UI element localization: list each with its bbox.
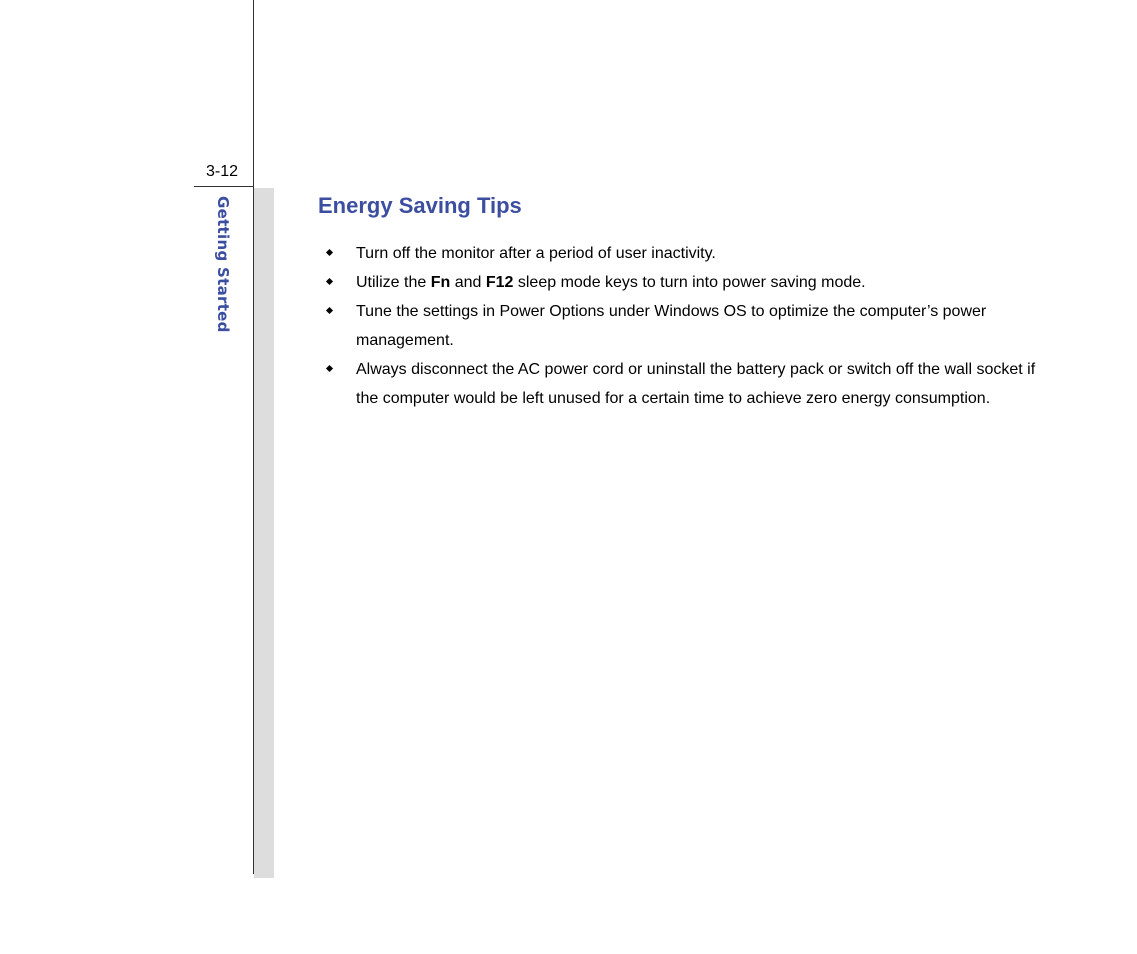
list-item — [326, 268, 1046, 297]
margin-gray-bar — [254, 188, 274, 878]
page-number-rule — [194, 186, 254, 187]
diamond-bullet-icon — [326, 307, 333, 314]
tip-text: Turn off the monitor after a period of user inactivity. — [356, 245, 716, 262]
key-name-f12: F12 — [485, 274, 514, 291]
tips-list — [326, 239, 1046, 413]
tip-text-post: sleep mode keys to turn into power saving mode. — [513, 274, 866, 291]
tip-text: Always disconnect the AC power cord or uninstall the battery pack or switch off the wall socket if the computer would be left unused for a certain time to achieve zero energy consumption. — [356, 361, 1036, 407]
key-name-fn: Fn — [430, 274, 451, 291]
list-item — [326, 297, 1046, 355]
tip-text: Tune the settings in Power Options under Windows OS to optimize the computer’s power management. — [356, 303, 987, 349]
diamond-bullet-icon — [326, 278, 333, 285]
list-item — [326, 239, 1046, 268]
page-title: Energy Saving Tips — [318, 193, 522, 218]
diamond-bullet-icon — [326, 249, 333, 256]
diamond-bullet-icon — [326, 365, 333, 372]
tip-text-mid: and — [450, 274, 486, 291]
section-tab: Getting Started — [214, 196, 232, 333]
tip-text-pre: Utilize the — [356, 274, 431, 291]
list-item — [326, 355, 1046, 413]
page-number: 3-12 — [206, 163, 239, 180]
